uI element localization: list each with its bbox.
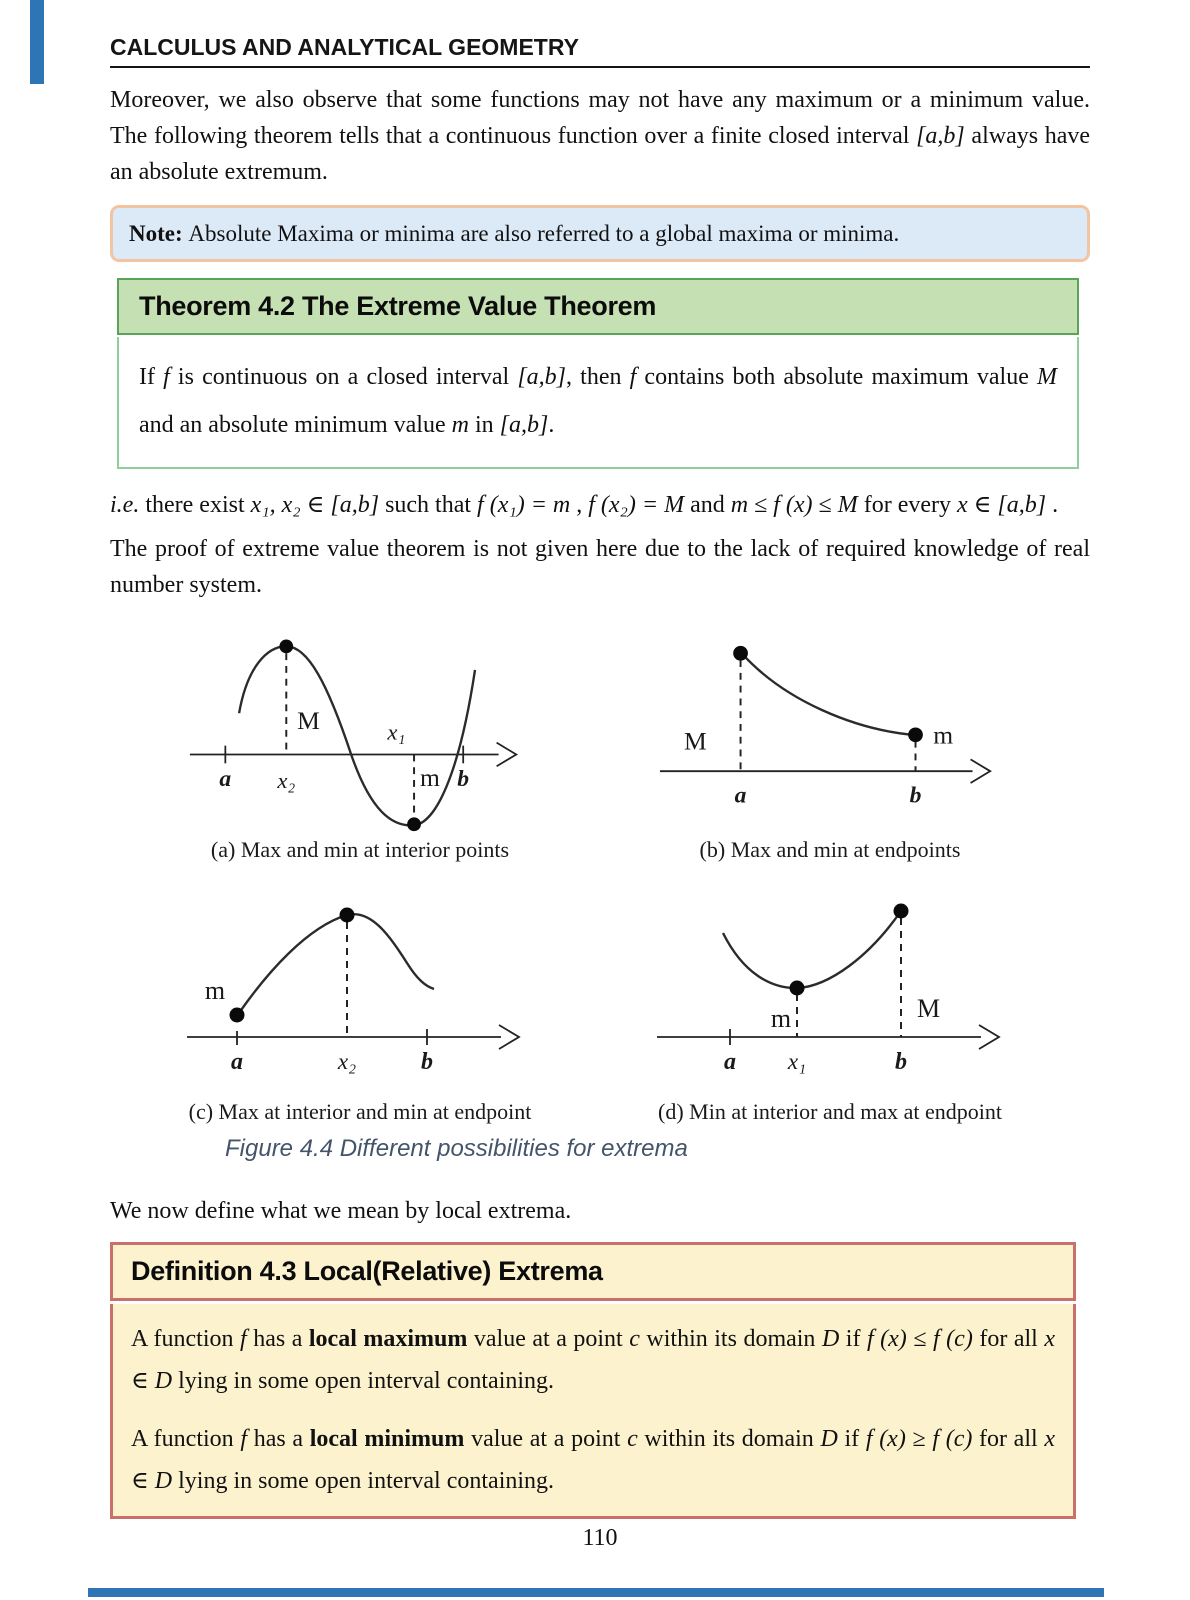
axis-arrow-icon: [971, 759, 991, 783]
label-m: m: [933, 720, 954, 750]
ie-paragraph: i.e. there exist x₁, x₂ ∈ [a,b] such that f (x₁) = m , f (x₂) = M and m ≤ f (x) ≤ M for every x ∈ [a,b] .: [110, 492, 1059, 519]
figure-c-caption: (c) Max at interior and min at endpoint: [188, 1099, 532, 1125]
label-x1: x₁: [787, 1049, 807, 1075]
figure-d-graph: [630, 865, 1030, 1101]
definition-body: [110, 1304, 1076, 1519]
min-point: [790, 981, 805, 996]
page-content: [110, 34, 1090, 1552]
theorem-title: Theorem 4.2 The Extreme Value Theorem: [139, 291, 657, 322]
min-point: [230, 1008, 245, 1023]
min-point: [407, 817, 421, 831]
figure-b-graph: [630, 609, 1030, 839]
theorem-box: [117, 278, 1079, 469]
figure-4-4-grid: [140, 609, 1070, 1125]
figure-b-caption: (b) Max and min at endpoints: [699, 837, 961, 863]
page-number: 110: [582, 1525, 618, 1552]
min-point: [908, 727, 923, 742]
figure-c-graph: [160, 865, 560, 1101]
curve: [743, 654, 912, 735]
label-M: M: [297, 705, 320, 735]
figure-b: [610, 609, 1050, 863]
definition-title: Definition 4.3 Local(Relative) Extrema: [131, 1256, 603, 1287]
label-a: a: [724, 1049, 736, 1076]
label-b: b: [909, 782, 922, 809]
curve: [239, 914, 434, 1013]
label-x2: x₂: [337, 1049, 357, 1075]
axis-arrow-icon: [979, 1025, 999, 1049]
curve: [723, 911, 901, 988]
max-point: [733, 646, 748, 661]
axis-arrow-icon: [497, 743, 517, 767]
definition-header: [110, 1242, 1076, 1301]
label-b: b: [457, 765, 470, 792]
figure-a-graph: [160, 609, 560, 839]
definition-paragraph-min: A function f has a local minimum value at a point c within its domain D if f (x) ≥ f (c) for all x ∈ D lying in some open interval containing.: [131, 1426, 1056, 1495]
definition-paragraph-max: A function f has a local maximum value at a point c within its domain D if f (x) ≤ f (c) for all x ∈ D lying in some open interval containing.: [131, 1326, 1055, 1395]
proof-paragraph: The proof of extreme value theorem is not given here due to the lack of required knowledge of real number system.: [110, 536, 1090, 599]
max-point: [894, 904, 909, 919]
definition-box: [110, 1242, 1076, 1519]
label-b: b: [895, 1049, 907, 1076]
label-x2: x₂: [277, 767, 296, 793]
figure-d-caption: (d) Min at interior and max at endpoint: [658, 1099, 1002, 1125]
max-point: [340, 908, 355, 923]
theorem-header: [117, 278, 1079, 335]
label-x1: x₁: [387, 719, 406, 745]
note-box: [110, 205, 1090, 262]
label-b: b: [421, 1049, 433, 1076]
label-M: M: [683, 726, 707, 756]
max-point: [279, 640, 293, 654]
label-m: m: [204, 976, 226, 1006]
local-extrema-intro: We now define what we mean by local extrema.: [110, 1198, 572, 1225]
figure-c: [140, 865, 580, 1125]
page-title: CALCULUS AND ANALYTICAL GEOMETRY: [110, 34, 1090, 68]
figure-d: [610, 865, 1050, 1125]
curve: [239, 646, 475, 825]
axis-arrow-icon: [499, 1025, 519, 1049]
label-m: m: [419, 762, 440, 792]
theorem-body: If f is continuous on a closed interval [a,b], then f contains both absolute maximum value M and an absolute minimum value m in [a,b].: [117, 337, 1079, 469]
label-a: a: [231, 1049, 243, 1076]
label-a: a: [734, 782, 747, 809]
figure-a-caption: (a) Max and min at interior points: [210, 837, 510, 863]
page-edge-artifact-bottom: [88, 1588, 1104, 1597]
note-text: Note: Absolute Maxima or minima are also referred to a global maxima or minima.: [129, 221, 900, 246]
page-edge-artifact-top-left: [30, 0, 44, 84]
label-m: m: [770, 1004, 792, 1034]
intro-paragraph: Moreover, we also observe that some functions may not have any maximum or a minimum value. The following theorem tells that a continuous function over a finite closed interval [a,b] always have an absolute extremum.: [110, 87, 1091, 185]
label-M: M: [917, 994, 941, 1024]
figure-4-4-caption: Figure 4.4 Different possibilities for extrema: [225, 1135, 688, 1163]
label-a: a: [219, 765, 232, 792]
figure-a: [140, 609, 580, 863]
